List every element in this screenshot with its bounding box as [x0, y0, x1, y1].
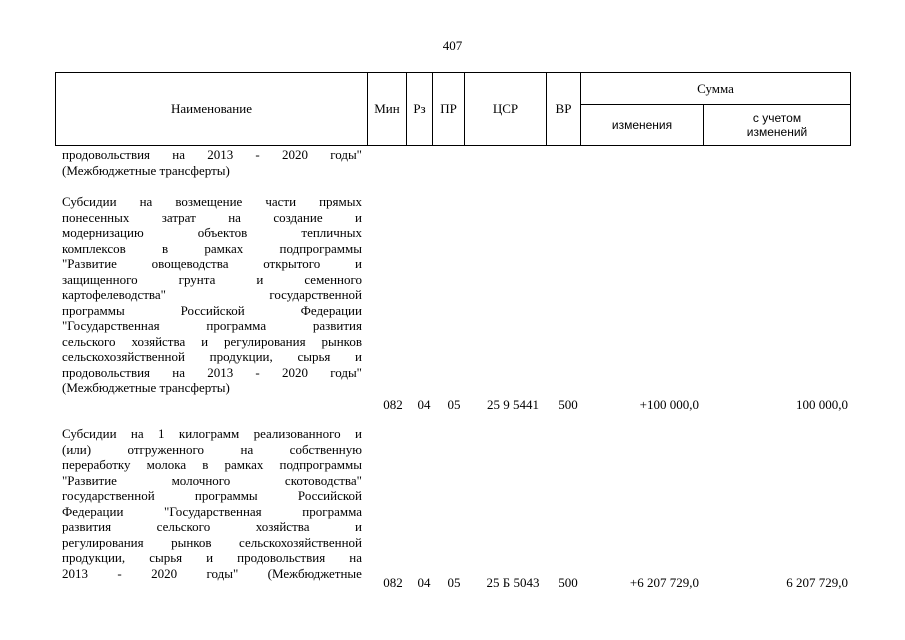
header-vr: ВР: [555, 101, 572, 116]
name-line: продукции, сырья и продовольствия на: [62, 550, 362, 565]
name-line: понесенных затрат на создание и: [62, 209, 362, 225]
header-min: Мин: [374, 101, 400, 116]
row-2-rz: 04: [417, 575, 431, 590]
row-1-name: [62, 194, 362, 396]
header-pr: ПР: [440, 101, 457, 116]
row-1-rz: 04: [417, 397, 431, 412]
header-izmeneniya: изменения: [611, 118, 673, 132]
name-line: (Межбюджетные трансферты): [62, 162, 230, 178]
row-2-pr: 05: [447, 575, 461, 590]
row-1-min: 082: [383, 397, 403, 412]
name-line: "Развитие молочного скотоводства": [62, 472, 362, 488]
row-1-pr: 05: [447, 397, 461, 412]
name-line: Федерации "Государственная программа: [62, 503, 362, 519]
name-line: переработку молока в рамках подпрограммы: [62, 457, 362, 472]
name-line: государственной программы Российской: [62, 488, 362, 503]
name-line: продовольствия на 2013 - 2020 годы": [62, 364, 362, 380]
name-line: защищенного грунта и семенного: [62, 271, 362, 287]
name-line: модернизацию объектов тепличных: [62, 225, 362, 240]
name-line: продовольствия на 2013 - 2020 годы": [62, 147, 362, 162]
name-line: 2013 - 2020 годы" (Межбюджетные: [62, 565, 362, 581]
row-1-change: +100 000,0: [639, 397, 699, 412]
row-2-csr: 25 Б 5043: [486, 575, 540, 590]
header-name: Наименование: [171, 101, 252, 116]
row-2-change: +6 207 729,0: [629, 575, 699, 590]
row-0-name: [62, 147, 362, 178]
name-line: (или) отгруженного на собственную: [62, 441, 362, 457]
name-line: регулирования рынков сельскохозяйственной: [62, 534, 362, 550]
row-2-total: 6 207 729,0: [786, 575, 848, 590]
name-line: развития сельского хозяйства и: [62, 519, 362, 534]
name-line: "Развитие овощеводства открытого и: [62, 256, 362, 271]
name-line: (Межбюджетные трансферты): [62, 380, 230, 395]
name-line: Субсидии на 1 килограмм реализованного и: [62, 426, 362, 441]
header-rz: Рз: [413, 101, 426, 116]
name-line: сельского хозяйства и регулирования рынков: [62, 333, 362, 349]
name-line: программы Российской Федерации: [62, 302, 362, 318]
header-summa: Сумма: [697, 80, 734, 96]
header-s-uchetom: [704, 105, 850, 145]
name-line: картофелеводства" государственной: [62, 287, 362, 302]
row-1-vr: 500: [558, 397, 578, 412]
page-number: 407: [442, 38, 463, 53]
row-1-total: 100 000,0: [796, 397, 848, 412]
header-s-uchetom-line2: изменений: [746, 125, 808, 139]
row-2-vr: 500: [558, 575, 578, 590]
row-2-name: [62, 426, 362, 581]
name-line: "Государственная программа развития: [62, 318, 362, 333]
name-line: комплексов в рамках подпрограммы: [62, 240, 362, 256]
name-line: сельскохозяйственной продукции, сырья и: [62, 349, 362, 364]
header-csr: ЦСР: [492, 101, 519, 116]
row-1-csr: 25 9 5441: [487, 397, 539, 412]
name-line: Субсидии на возмещение части прямых: [62, 194, 362, 209]
header-s-uchetom-line1: с учетом: [752, 111, 802, 125]
row-2-min: 082: [383, 575, 403, 590]
